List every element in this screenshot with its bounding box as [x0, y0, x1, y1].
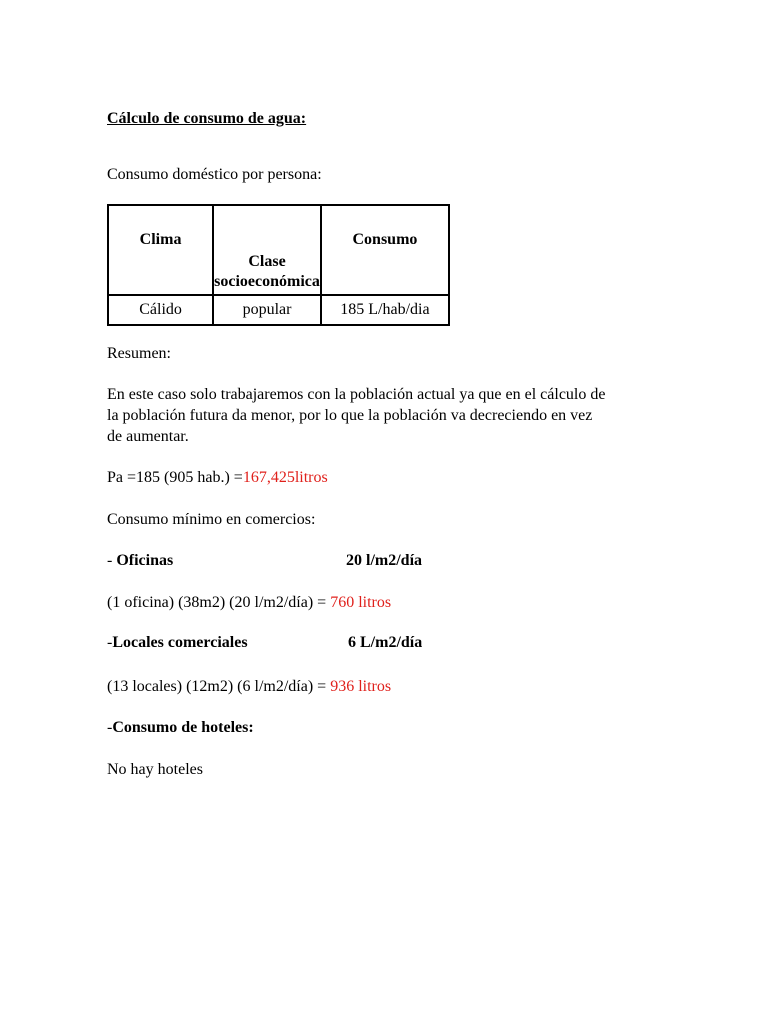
- table-cell-clima: Cálido: [108, 295, 213, 325]
- table-row: [108, 295, 449, 325]
- locales-prefix: -: [107, 634, 113, 651]
- hoteles-heading: [107, 718, 254, 738]
- consumo-domestico-label: Consumo doméstico por persona:: [107, 166, 322, 183]
- table-header-clase: Clase socioeconómica: [213, 205, 321, 295]
- hoteles-label: Consumo de hoteles:: [112, 719, 254, 736]
- table-header-clima: Clima: [108, 205, 213, 295]
- oficinas-result: 760 litros: [330, 594, 392, 611]
- paragraph-line-2: la población futura da menor, por lo que la población va decreciendo en vez: [107, 407, 593, 424]
- comercios-label: Consumo mínimo en comercios:: [107, 511, 316, 528]
- paragraph-line-1: En este caso solo trabajaremos con la población actual ya que en el cálculo de: [107, 386, 606, 403]
- hoteles-prefix: -: [107, 719, 113, 736]
- pa-result: 167,425litros: [242, 469, 328, 486]
- oficinas-label: Oficinas: [116, 552, 174, 569]
- locales-label: Locales comerciales: [112, 634, 248, 651]
- oficinas-calculation: [107, 593, 391, 613]
- resumen-label: Resumen:: [107, 345, 171, 362]
- oficinas-rate: 20 l/m2/día: [346, 552, 423, 569]
- pa-formula: Pa =185 (905 hab.) =: [107, 469, 243, 486]
- paragraph-line-3: de aumentar.: [107, 428, 189, 445]
- oficinas-heading: [107, 551, 173, 571]
- locales-calculation: [107, 677, 391, 697]
- table-cell-consumo: 185 L/hab/dia: [321, 295, 449, 325]
- consumption-table: [107, 204, 450, 326]
- oficinas-formula: (1 oficina) (38m2) (20 l/m2/día) =: [107, 594, 331, 611]
- document-title: Cálculo de consumo de agua:: [107, 110, 307, 127]
- locales-heading: [107, 633, 248, 653]
- locales-rate: 6 L/m2/día: [348, 634, 423, 651]
- table-header-row: [108, 205, 449, 295]
- locales-result: 936 litros: [330, 678, 392, 695]
- table-cell-clase: popular: [213, 295, 321, 325]
- pa-calculation: [107, 468, 328, 488]
- oficinas-prefix: -: [107, 552, 117, 569]
- table-header-consumo: Consumo: [321, 205, 449, 295]
- no-hoteles-text: No hay hoteles: [107, 761, 203, 778]
- locales-formula: (13 locales) (12m2) (6 l/m2/día) =: [107, 678, 331, 695]
